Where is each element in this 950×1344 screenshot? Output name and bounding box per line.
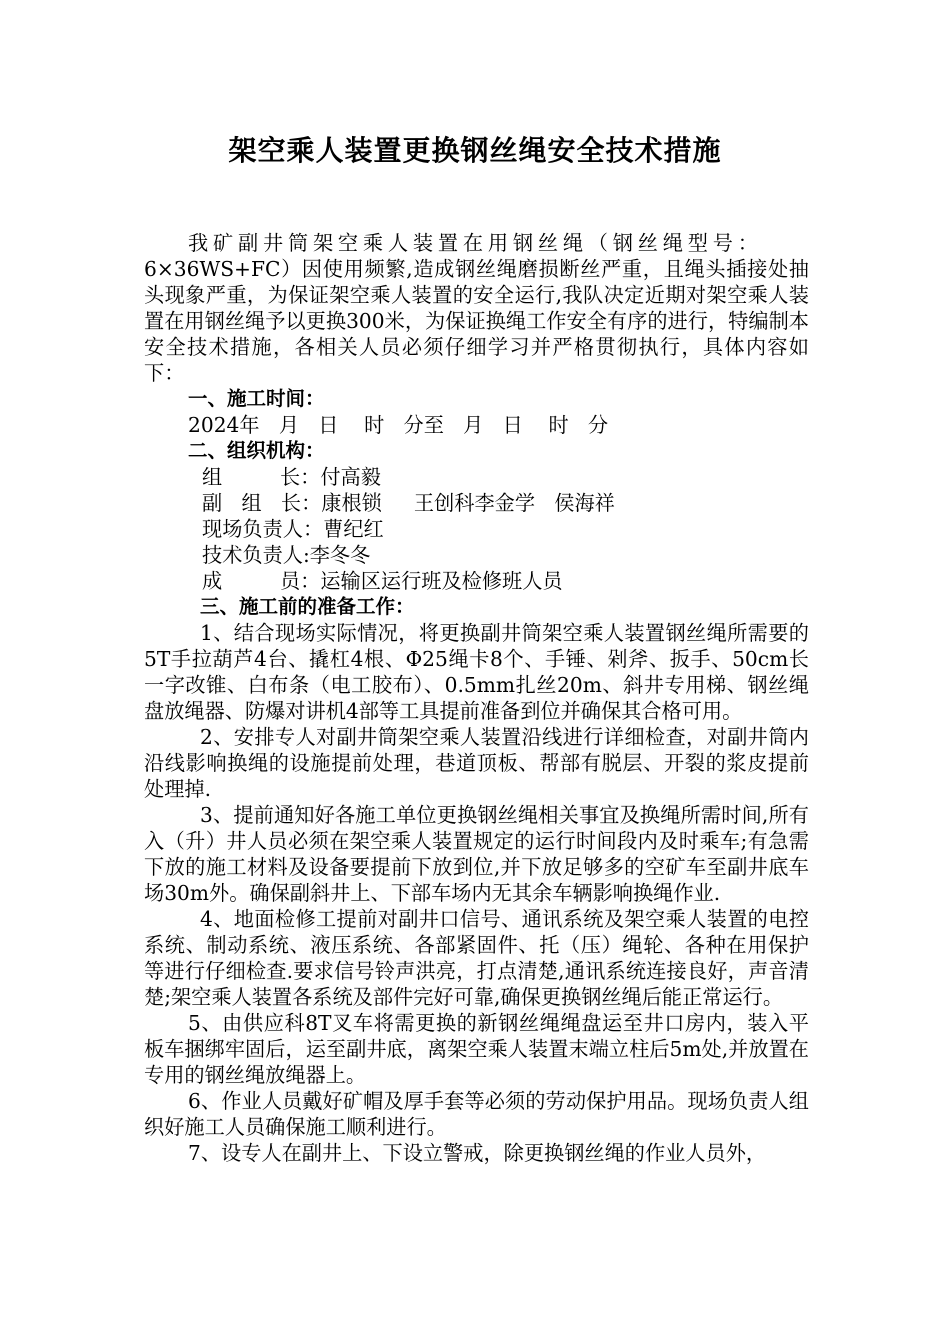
- preparation-item: 4、地面检修工提前对副井口信号、通讯系统及架空乘人装置的电控系统、制动系统、液压系统、各部紧固件、托（压）绳轮、各种在用保护等进行仔细检查.要求信号铃声洪亮，打点清楚,通讯系统连接良好，声音清楚;架空乘人装置各系统及部件完好可靠,确保更换钢丝绳后能正常运行。: [144, 907, 809, 1009]
- document-body: [144, 230, 809, 1166]
- construction-time: 2024年 月 日 时 分至 月 日 时 分: [188, 413, 609, 437]
- intro-first-line: 我矿副井筒架空乘人装置在用钢丝绳（钢丝绳型号：: [188, 231, 763, 255]
- org-members: 成 员：运输区运行班及检修班人员: [202, 569, 563, 593]
- document-title: 架空乘人装置更换钢丝绳安全技术措施: [228, 134, 722, 167]
- preparation-item: 2、安排专人对副井筒架空乘人装置沿线进行详细检查，对副井筒内沿线影响换绳的设施提前处理，巷道顶板、帮部有脱层、开裂的浆皮提前处理掉.: [144, 725, 809, 801]
- org-leader: 组 长：付高毅: [202, 465, 381, 489]
- intro-paragraph: 6×36WS+FC）因使用频繁,造成钢丝绳磨损断丝严重，且绳头插接处抽头现象严重，为保证架空乘人装置的安全运行,我队决定近期对架空乘人装置在用钢丝绳予以更换300米，为保证换绳工作安全有序的进行，特编制本安全技术措施，各相关人员必须仔细学习并严格贯彻执行，具体内容如下：: [144, 257, 809, 385]
- preparation-item: 5、由供应科8T叉车将需更换的新钢丝绳绳盘运至井口房内，装入平板车捆绑牢固后，运至副井底，离架空乘人装置末端立柱后5m处,并放置在专用的钢丝绳放绳器上。: [144, 1011, 809, 1087]
- preparation-item: 7、设专人在副井上、下设立警戒，除更换钢丝绳的作业人员外，: [188, 1141, 767, 1165]
- org-deputy: 副 组 长：康根锁 王创科李金学 侯海祥: [202, 491, 615, 515]
- section-heading-time: 一、施工时间：: [188, 387, 325, 410]
- org-site-manager: 现场负责人：曹纪红: [202, 517, 384, 541]
- preparation-item: 6、作业人员戴好矿帽及厚手套等必须的劳动保护用品。现场负责人组织好施工人员确保施工顺利进行。: [144, 1089, 809, 1139]
- section-heading-organization: 二、组织机构：: [188, 439, 325, 462]
- org-tech-manager: 技术负责人:李冬冬: [202, 543, 371, 567]
- preparation-item: 3、提前通知好各施工单位更换钢丝绳相关事宜及换绳所需时间,所有入（升）井人员必须在架空乘人装置规定的运行时间段内及时乘车;有急需下放的施工材料及设备要提前下放到位,并下放足够多的空矿车至副井底车场30m外。确保副斜井上、下部车场内无其余车辆影响换绳作业.: [144, 803, 809, 905]
- section-heading-preparation: 三、施工前的准备工作：: [200, 595, 415, 618]
- preparation-item: 1、结合现场实际情况，将更换副井筒架空乘人装置钢丝绳所需要的5T手拉葫芦4台、撬杠4根、Φ25绳卡8个、手锤、剁斧、扳手、50cm长一字改锥、白布条（电工胶布）、0.5mm扎丝20m、斜井专用梯、钢丝绳盘放绳器、防爆对讲机4部等工具提前准备到位并确保其合格可用。: [144, 621, 809, 723]
